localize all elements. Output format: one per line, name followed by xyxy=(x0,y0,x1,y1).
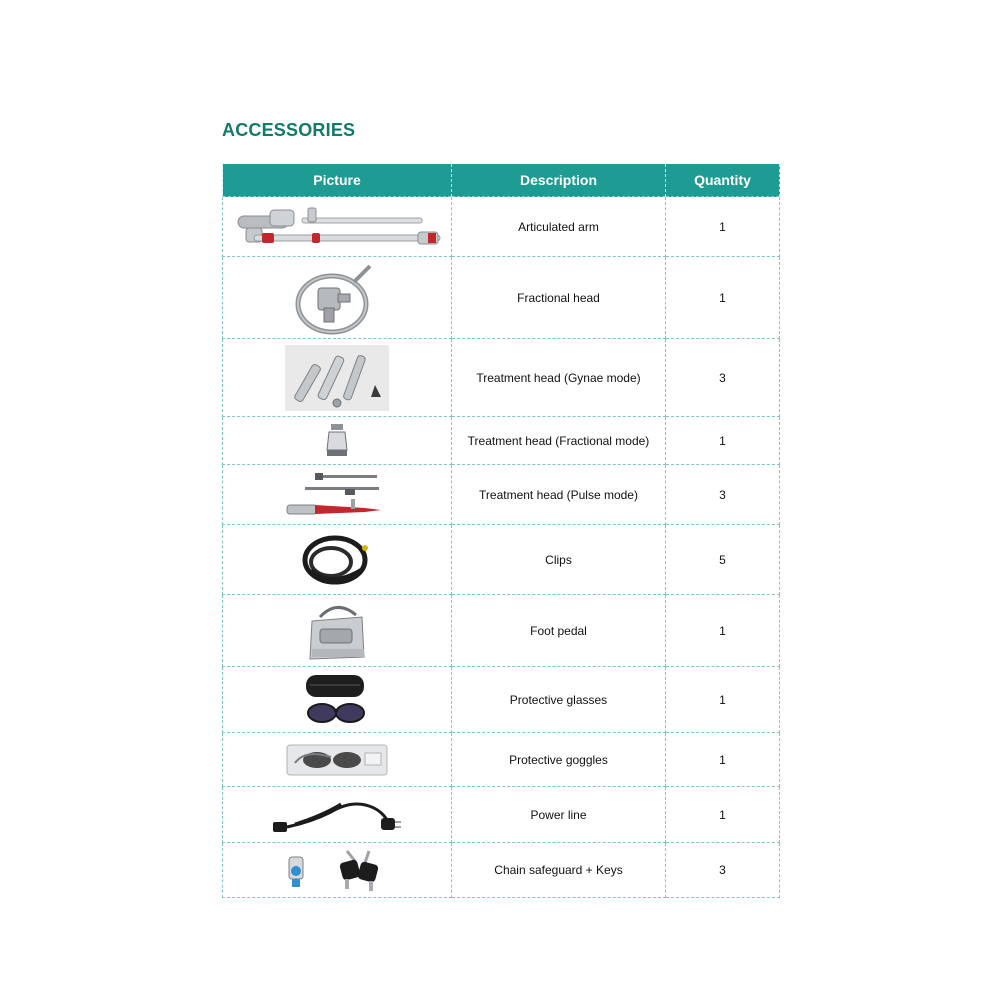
quantity-cell: 1 xyxy=(666,417,780,465)
picture-cell xyxy=(223,843,452,898)
description-cell: Treatment head (Gynae mode) xyxy=(452,339,666,417)
description-cell: Chain safeguard + Keys xyxy=(452,843,666,898)
table-row xyxy=(223,525,780,595)
picture-cell xyxy=(223,197,452,257)
description-cell: Clips xyxy=(452,525,666,595)
table-row xyxy=(223,197,780,257)
picture-cell xyxy=(223,465,452,525)
picture-cell xyxy=(223,595,452,667)
table-row xyxy=(223,465,780,525)
quantity-cell: 1 xyxy=(666,733,780,787)
description-cell: Articulated arm xyxy=(452,197,666,257)
table-header-row xyxy=(223,164,780,197)
header-picture: Picture xyxy=(223,164,452,197)
description-cell: Foot pedal xyxy=(452,595,666,667)
picture-cell xyxy=(223,787,452,843)
quantity-cell: 1 xyxy=(666,197,780,257)
picture-cell xyxy=(223,733,452,787)
picture-cell xyxy=(223,417,452,465)
page-title: ACCESSORIES xyxy=(222,120,356,140)
articulated-arm-icon xyxy=(232,202,442,252)
table-row xyxy=(223,257,780,339)
gynae-heads-icon xyxy=(285,345,389,411)
table-row xyxy=(223,339,780,417)
picture-cell xyxy=(223,525,452,595)
header-description: Description xyxy=(452,164,666,197)
quantity-cell: 3 xyxy=(666,465,780,525)
table-row xyxy=(223,787,780,843)
header-quantity: Quantity xyxy=(666,164,780,197)
quantity-cell: 5 xyxy=(666,525,780,595)
quantity-cell: 3 xyxy=(666,843,780,898)
description-cell: Protective goggles xyxy=(452,733,666,787)
foot-pedal-icon xyxy=(306,599,368,663)
quantity-cell: 1 xyxy=(666,667,780,733)
description-cell: Treatment head (Pulse mode) xyxy=(452,465,666,525)
description-cell: Protective glasses xyxy=(452,667,666,733)
table-row xyxy=(223,417,780,465)
picture-cell xyxy=(223,667,452,733)
protective-glasses-icon xyxy=(302,673,372,727)
table-row xyxy=(223,843,780,898)
description-cell: Treatment head (Fractional mode) xyxy=(452,417,666,465)
quantity-cell: 1 xyxy=(666,257,780,339)
power-cord-icon xyxy=(271,792,403,838)
clips-cable-icon xyxy=(301,530,373,590)
keys-icon xyxy=(285,847,389,893)
quantity-cell: 3 xyxy=(666,339,780,417)
picture-cell xyxy=(223,339,452,417)
fractional-head-icon xyxy=(292,260,382,336)
protective-goggles-icon xyxy=(285,743,389,777)
table-row xyxy=(223,733,780,787)
description-cell: Fractional head xyxy=(452,257,666,339)
quantity-cell: 1 xyxy=(666,595,780,667)
pulse-heads-icon xyxy=(285,471,389,519)
quantity-cell: 1 xyxy=(666,787,780,843)
picture-cell xyxy=(223,257,452,339)
accessories-table xyxy=(222,164,780,898)
fractional-tip-icon xyxy=(325,424,349,458)
table-row xyxy=(223,595,780,667)
table-row xyxy=(223,667,780,733)
description-cell: Power line xyxy=(452,787,666,843)
